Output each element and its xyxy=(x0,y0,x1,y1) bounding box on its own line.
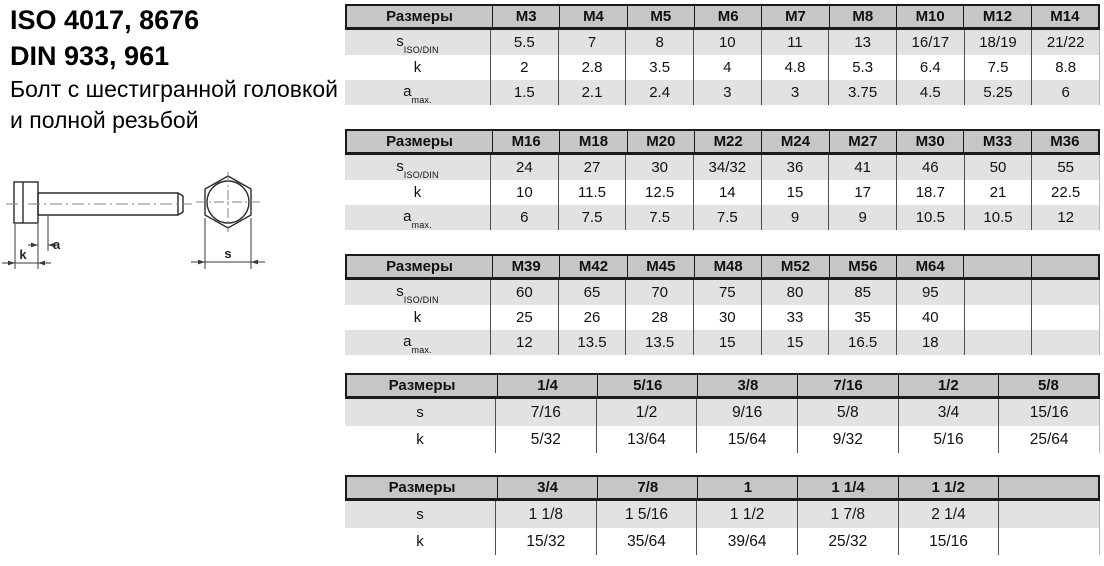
header-label: Размеры xyxy=(388,377,456,394)
data-cell: 24 xyxy=(490,155,558,180)
data-cell: 14 xyxy=(693,180,761,205)
data-cell: 50 xyxy=(964,155,1032,180)
column-header-M3: M3 xyxy=(492,6,559,27)
data-cell: 6 xyxy=(1031,80,1099,105)
data-cell: 70 xyxy=(625,280,693,305)
header-label: Размеры xyxy=(386,133,453,150)
data-cell: 12.5 xyxy=(625,180,693,205)
description-line-2: и полной резьбой xyxy=(10,107,199,133)
table-header-row xyxy=(345,4,1100,30)
data-cell: 7.5 xyxy=(625,205,693,230)
standard-din: DIN 933, 961 xyxy=(10,41,170,71)
data-cell: 15 xyxy=(761,180,829,205)
column-header-M36: M36 xyxy=(1031,131,1098,152)
table-row-k xyxy=(345,55,1100,80)
data-cell: 65 xyxy=(558,280,626,305)
column-header-1 1/4: 1 1/4 xyxy=(797,477,897,498)
data-cell: 35 xyxy=(828,305,896,330)
column-header-3/8: 3/8 xyxy=(697,375,797,396)
table-row-a xyxy=(345,205,1100,230)
column-header-empty xyxy=(998,477,1098,498)
data-cell: 5/32 xyxy=(495,426,596,453)
dim-label-k: k xyxy=(19,247,27,262)
column-header-M52: M52 xyxy=(761,256,828,277)
data-cell: 3.75 xyxy=(828,80,896,105)
row-label-k: k xyxy=(413,309,422,326)
data-cell: 5/16 xyxy=(898,426,999,453)
data-cell: 35/64 xyxy=(596,528,697,555)
data-cell: 15/32 xyxy=(495,528,596,555)
data-cell xyxy=(998,528,1099,555)
bolt-side-view xyxy=(14,182,183,223)
data-cell: 30 xyxy=(693,305,761,330)
data-cell: 1 1/8 xyxy=(495,501,596,528)
data-cell: 41 xyxy=(828,155,896,180)
data-cell: 15 xyxy=(693,330,761,355)
column-header-M27: M27 xyxy=(829,131,896,152)
row-label-k: k xyxy=(416,533,424,550)
data-cell: 13 xyxy=(828,30,896,55)
data-cell: 1 7/8 xyxy=(797,501,898,528)
data-cell: 25/32 xyxy=(797,528,898,555)
row-label-s: s xyxy=(416,404,424,421)
data-cell: 21 xyxy=(964,180,1032,205)
header-label: Размеры xyxy=(386,258,453,275)
data-cell: 11 xyxy=(761,30,829,55)
data-cell: 15/16 xyxy=(898,528,999,555)
data-cell: 75 xyxy=(693,280,761,305)
data-cell: 10 xyxy=(693,30,761,55)
data-cell: 6.4 xyxy=(896,55,964,80)
data-cell: 10.5 xyxy=(964,205,1032,230)
column-header-empty xyxy=(1031,256,1098,277)
data-cell xyxy=(1031,305,1099,330)
data-cell: 8 xyxy=(625,30,693,55)
size-table-metric-3 xyxy=(345,254,1100,355)
data-cell: 17 xyxy=(828,180,896,205)
column-header-M18: M18 xyxy=(559,131,626,152)
column-header-3/4: 3/4 xyxy=(497,477,597,498)
row-label-k: k xyxy=(413,184,422,201)
column-header-1 1/2: 1 1/2 xyxy=(898,477,998,498)
data-cell: 15/64 xyxy=(696,426,797,453)
size-table-inch-2 xyxy=(345,475,1100,555)
data-cell: 5.5 xyxy=(490,30,558,55)
data-cell: 28 xyxy=(625,305,693,330)
column-header-5/16: 5/16 xyxy=(597,375,697,396)
table-row-k xyxy=(345,426,1100,453)
row-label-s: $s_{ISO/DIN}$ xyxy=(396,32,439,55)
data-cell: 15 xyxy=(761,330,829,355)
size-table-metric-2 xyxy=(345,129,1100,230)
data-cell: 1 5/16 xyxy=(596,501,697,528)
data-cell: 7.5 xyxy=(964,55,1032,80)
data-cell: 2.8 xyxy=(558,55,626,80)
data-cell: 2 1/4 xyxy=(898,501,999,528)
data-cell xyxy=(964,305,1032,330)
data-cell: 34/32 xyxy=(693,155,761,180)
data-cell: 27 xyxy=(558,155,626,180)
data-cell: 21/22 xyxy=(1031,30,1099,55)
column-header-M20: M20 xyxy=(627,131,694,152)
data-cell: 16.5 xyxy=(828,330,896,355)
data-cell: 11.5 xyxy=(558,180,626,205)
size-table-metric-1 xyxy=(345,4,1100,105)
data-cell: 85 xyxy=(828,280,896,305)
table-row-s xyxy=(345,30,1100,55)
data-cell: 3/4 xyxy=(898,399,999,426)
data-cell: 13/64 xyxy=(596,426,697,453)
data-cell: 25/64 xyxy=(998,426,1099,453)
column-header-M24: M24 xyxy=(761,131,828,152)
data-cell: 1 1/2 xyxy=(696,501,797,528)
dimension-lines-side xyxy=(2,216,58,269)
data-cell: 2.4 xyxy=(625,80,693,105)
data-cell: 7 xyxy=(558,30,626,55)
data-cell: 5.3 xyxy=(828,55,896,80)
data-cell xyxy=(964,330,1032,355)
column-header-M8: M8 xyxy=(829,6,896,27)
data-cell: 15/16 xyxy=(998,399,1099,426)
data-cell: 13.5 xyxy=(558,330,626,355)
column-header-M22: M22 xyxy=(694,131,761,152)
hex-crosshair xyxy=(196,172,260,232)
data-cell xyxy=(998,501,1099,528)
data-cell: 10.5 xyxy=(896,205,964,230)
table-row-a xyxy=(345,330,1100,355)
column-header-7/16: 7/16 xyxy=(797,375,897,396)
table-row-s xyxy=(345,280,1100,305)
bolt-head-side xyxy=(14,182,38,223)
table-row-k xyxy=(345,528,1100,555)
data-cell: 5.25 xyxy=(964,80,1032,105)
table-header-row xyxy=(345,475,1100,501)
column-header-1/2: 1/2 xyxy=(898,375,998,396)
dim-label-s: s xyxy=(224,246,232,261)
column-header-M64: M64 xyxy=(896,256,963,277)
data-cell: 22.5 xyxy=(1031,180,1099,205)
size-table-inch-1 xyxy=(345,373,1100,453)
data-cell: 40 xyxy=(896,305,964,330)
column-header-M5: M5 xyxy=(627,6,694,27)
data-cell: 10 xyxy=(490,180,558,205)
data-cell: 55 xyxy=(1031,155,1099,180)
header-label: Размеры xyxy=(388,479,456,496)
row-label-k: k xyxy=(416,431,424,448)
data-cell: 1/2 xyxy=(596,399,697,426)
table-row-k xyxy=(345,305,1100,330)
data-cell: 9 xyxy=(828,205,896,230)
data-cell: 5/8 xyxy=(797,399,898,426)
column-header-M7: M7 xyxy=(761,6,828,27)
row-label-a: $a_{max.}$ xyxy=(403,332,432,355)
data-cell: 46 xyxy=(896,155,964,180)
data-cell xyxy=(964,280,1032,305)
column-header-M39: M39 xyxy=(492,256,559,277)
row-label-k: k xyxy=(413,59,422,76)
table-row-s xyxy=(345,399,1100,426)
column-header-M4: M4 xyxy=(559,6,626,27)
column-header-M12: M12 xyxy=(963,6,1030,27)
data-cell: 6 xyxy=(490,205,558,230)
data-cell: 18 xyxy=(896,330,964,355)
column-header-M56: M56 xyxy=(829,256,896,277)
column-header-M30: M30 xyxy=(896,131,963,152)
column-header-empty xyxy=(963,256,1030,277)
data-cell: 13.5 xyxy=(625,330,693,355)
table-row-a xyxy=(345,80,1100,105)
description-line-1: Болт с шестигранной головкой xyxy=(10,76,338,102)
data-cell xyxy=(1031,280,1099,305)
table-header-row xyxy=(345,373,1100,399)
data-cell: 2.1 xyxy=(558,80,626,105)
column-header-7/8: 7/8 xyxy=(597,477,697,498)
row-label-s: $s_{ISO/DIN}$ xyxy=(396,282,439,305)
data-cell: 7.5 xyxy=(558,205,626,230)
row-label-s: s xyxy=(416,506,424,523)
column-header-1: 1 xyxy=(697,477,797,498)
data-cell: 3 xyxy=(761,80,829,105)
data-cell: 18/19 xyxy=(964,30,1032,55)
data-cell: 36 xyxy=(761,155,829,180)
data-cell: 80 xyxy=(761,280,829,305)
data-cell: 9 xyxy=(761,205,829,230)
data-cell: 1.5 xyxy=(490,80,558,105)
column-header-5/8: 5/8 xyxy=(998,375,1098,396)
data-cell: 4.5 xyxy=(896,80,964,105)
data-cell xyxy=(1031,330,1099,355)
data-cell: 8.8 xyxy=(1031,55,1099,80)
table-row-s xyxy=(345,155,1100,180)
column-header-M42: M42 xyxy=(559,256,626,277)
column-header-M6: M6 xyxy=(694,6,761,27)
data-cell: 7/16 xyxy=(495,399,596,426)
column-header-M33: M33 xyxy=(963,131,1030,152)
table-row-k xyxy=(345,180,1100,205)
data-cell: 26 xyxy=(558,305,626,330)
column-header-M16: M16 xyxy=(492,131,559,152)
column-header-M14: M14 xyxy=(1031,6,1098,27)
table-row-s xyxy=(345,501,1100,528)
column-header-M48: M48 xyxy=(694,256,761,277)
standard-iso: ISO 4017, 8676 xyxy=(10,5,200,35)
data-cell: 2 xyxy=(490,55,558,80)
data-cell: 18.7 xyxy=(896,180,964,205)
data-cell: 30 xyxy=(625,155,693,180)
title-block xyxy=(10,2,338,136)
column-header-M10: M10 xyxy=(896,6,963,27)
data-cell: 3 xyxy=(693,80,761,105)
row-label-a: $a_{max.}$ xyxy=(403,82,432,105)
data-cell: 9/32 xyxy=(797,426,898,453)
data-cell: 9/16 xyxy=(696,399,797,426)
table-header-row xyxy=(345,129,1100,155)
bolt-technical-drawing xyxy=(0,165,300,315)
header-label: Размеры xyxy=(386,8,453,25)
column-header-M45: M45 xyxy=(627,256,694,277)
data-cell: 25 xyxy=(490,305,558,330)
data-cell: 39/64 xyxy=(696,528,797,555)
data-cell: 12 xyxy=(1031,205,1099,230)
row-label-a: $a_{max.}$ xyxy=(403,207,432,230)
data-cell: 16/17 xyxy=(896,30,964,55)
data-cell: 4 xyxy=(693,55,761,80)
data-cell: 7.5 xyxy=(693,205,761,230)
data-cell: 33 xyxy=(761,305,829,330)
data-cell: 95 xyxy=(896,280,964,305)
data-cell: 60 xyxy=(490,280,558,305)
column-header-1/4: 1/4 xyxy=(497,375,597,396)
table-header-row xyxy=(345,254,1100,280)
dim-label-a: a xyxy=(53,237,61,252)
data-cell: 12 xyxy=(490,330,558,355)
row-label-s: $s_{ISO/DIN}$ xyxy=(396,157,439,180)
data-cell: 3.5 xyxy=(625,55,693,80)
data-cell: 4.8 xyxy=(761,55,829,80)
